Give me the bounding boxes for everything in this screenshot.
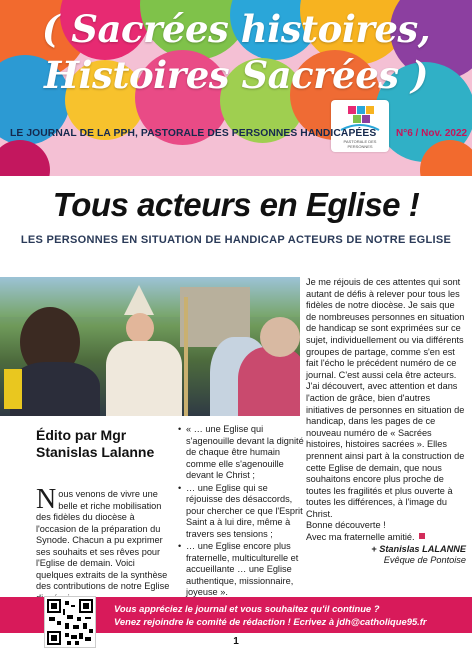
page-number: 1 (233, 636, 239, 647)
footer-line-2[interactable]: Venez rejoindre le comité de rédaction ! Ecrivez à jdh@catholique95.fr (114, 616, 427, 627)
closing-line-2-text: Avec ma fraternelle amitié. (306, 532, 415, 543)
masthead-line-1: ( Sacrées histoires, (41, 7, 431, 51)
journal-subtitle: LE JOURNAL DE LA PPH, PASTORALE DES PERSONNES HANDICAPÉES (10, 128, 377, 139)
edito-heading: Édito par Mgr Stanislas Lalanne (36, 427, 155, 460)
page-subtitle: LES PERSONNES EN SITUATION DE HANDICAP ACTEURS DE NOTRE EGLISE (20, 234, 452, 246)
masthead-title (0, 6, 472, 98)
page-title: Tous acteurs en Eglise ! (52, 186, 420, 223)
signature-name: + Stanislas LALANNE (371, 543, 466, 554)
issue-number: N°6 / Nov. 2022 (396, 128, 468, 139)
masthead-line-2: Histoires Sacrées ) (44, 53, 428, 97)
pph-logo-caption: PASTORALE DES PERSONNES (343, 139, 377, 149)
closing-line-2 (306, 532, 466, 544)
masthead-banner (0, 0, 472, 176)
list-item: • « … une Eglise qui s'agenouille devant la dignité de chaque être humain comme elle s'agenouille devant le Christ ; (178, 424, 304, 482)
bishop-crowd-photo (0, 277, 300, 416)
list-item: • … une Eglise qui se réjouisse des désaccords, pour chercher ce que l'Esprit Saint a à lui dire, même à travers ses tensions ; (178, 483, 304, 541)
list-item: • … une Eglise encore plus fraternelle, multiculturelle et accueillante … une Eglise authentique, missionnaire, joyeuse ». (178, 541, 304, 599)
closing-line-1: Bonne découverte ! (306, 520, 386, 531)
bishop-letter-column (306, 277, 466, 567)
edito-text: ous venons de vivre une belle et riche mobilisation des fidèles du diocèse à l'occasion de la préparation du Synode. Chacun a pu exprimer ses souhaits et ses rêves pour l'Eglise de demain. Voici quelques extraits de la synthèse des contributions de notre Eglise (36, 489, 170, 591)
synod-quotes-list (178, 424, 304, 600)
pph-logo (331, 100, 389, 152)
footer-line-1: Vous appréciez le journal et vous souhaitez qu'il continue ? (114, 603, 380, 614)
signature-role: Evêque de Pontoise (383, 555, 466, 566)
end-mark-icon (419, 533, 425, 539)
edito-body (36, 484, 170, 604)
edito-dropcap: N (36, 484, 57, 515)
bishop-letter-text: Je me réjouis de ces attentes qui sont autant de défis à relever pour tous les fidèles de notre diocèse. Je sais que de nombreuses personnes en situation de handicap se sont exprimées sur ce sujet, individuellement ou via différents groupes de partage, comme s'en est fait l'écho le précédent numéro de ce journal. C'est aussi cela être acteurs. J'ai découvert, avec attention et dans l'action de grâce, bien d'autres initiatives de personnes en situation de handicap, dans les pages de ce nouveau numéro de « Sacrées histoires, histoires sacrées ». Elles prennent ainsi part à la construction de cette Eglise de demain, que nous souhaitons encore plus proche de toutes les fragilités et plus ouverte à toutes les différences, à l'image du Christ. (306, 277, 465, 519)
footer-call-to-action (114, 602, 464, 628)
